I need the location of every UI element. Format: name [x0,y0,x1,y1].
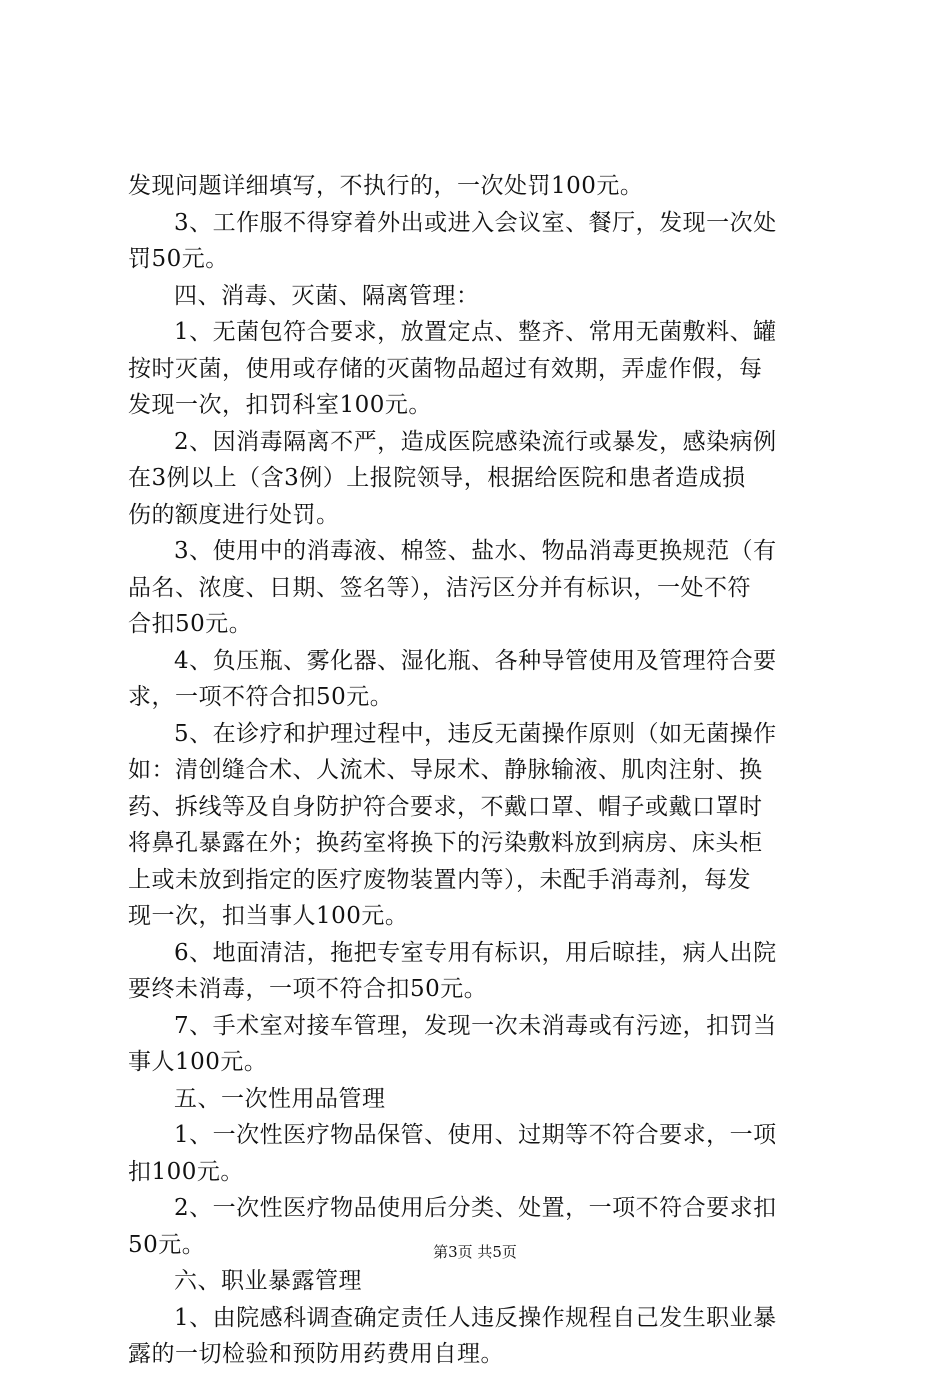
text-line: 药、拆线等及自身防护符合要求，不戴口罩、帽子或戴口罩时 [128,793,763,820]
text-line: 3、使用中的消毒液、棉签、盐水、物品消毒更换规范（有 [174,538,777,564]
text-line: 发现问题详细填写，不执行的，一次处罚100元。 [128,173,644,199]
text-line: 1、一次性医疗物品保管、使用、过期等不符合要求，一项 [174,1122,777,1148]
text-line: 1、无菌包符合要求，放置定点、整齐、常用无菌敷料、罐 [174,319,777,345]
text-line: 如：清创缝合术、人流术、导尿术、静脉输液、肌肉注射、换 [128,757,763,783]
text-line: 在3例以上（含3例）上报院领导，根据给医院和患者造成损 [128,465,746,491]
text-line: 伤的额度进行处罚。 [128,501,340,528]
text-line: 1、由院感科调查确定责任人违反操作规程自己发生职业暴 [174,1304,777,1331]
text-line: 上或未放到指定的医疗废物装置内等），未配手消毒剂，每发 [128,866,751,893]
text-line: 事人100元。 [128,1049,268,1075]
text-line: 2、一次性医疗物品使用后分类、处置，一项不符合要求扣 [174,1195,777,1221]
text-line: 罚50元。 [128,246,229,272]
text-line: 合扣50元。 [128,611,253,637]
text-line: 50元。 [128,1231,206,1258]
text-line: 6、地面清洁，拖把专室专用有标识，用后晾挂，病人出院 [174,939,777,966]
text-line: 将鼻孔暴露在外；换药室将换下的污染敷料放到病房、床头柜 [128,830,763,856]
text-line: 扣100元。 [128,1158,244,1185]
text-line: 现一次，扣当事人100元。 [128,903,409,929]
section-heading: 六、职业暴露管理 [174,1268,362,1294]
document-body [128,168,836,1373]
text-line: 要终未消毒，一项不符合扣50元。 [128,976,488,1002]
text-line: 露的一切检验和预防用药费用自理。 [128,1341,504,1367]
text-line: 5、在诊疗和护理过程中，违反无菌操作原则（如无菌操作 [174,720,777,747]
page-number-footer: 第3页 共5页 [433,1243,517,1261]
text-line: 2、因消毒隔离不严，造成医院感染流行或暴发，感染病例 [174,428,777,455]
text-line: 7、手术室对接车管理，发现一次未消毒或有污迹，扣罚当 [174,1012,777,1039]
text-line: 品名、浓度、日期、签名等），洁污区分并有标识，一处不符 [128,574,751,601]
text-line: 发现一次，扣罚科室100元。 [128,392,432,418]
section-heading: 五、一次性用品管理 [174,1085,386,1112]
text-line: 4、负压瓶、雾化器、湿化瓶、各种导管使用及管理符合要 [174,647,777,674]
text-line: 求，一项不符合扣50元。 [128,684,394,710]
text-line: 3、工作服不得穿着外出或进入会议室、餐厅，发现一次处 [174,209,777,236]
section-heading: 四、消毒、灭菌、隔离管理： [174,282,480,309]
text-line: 按时灭菌，使用或存储的灭菌物品超过有效期，弄虚作假，每 [128,355,763,382]
